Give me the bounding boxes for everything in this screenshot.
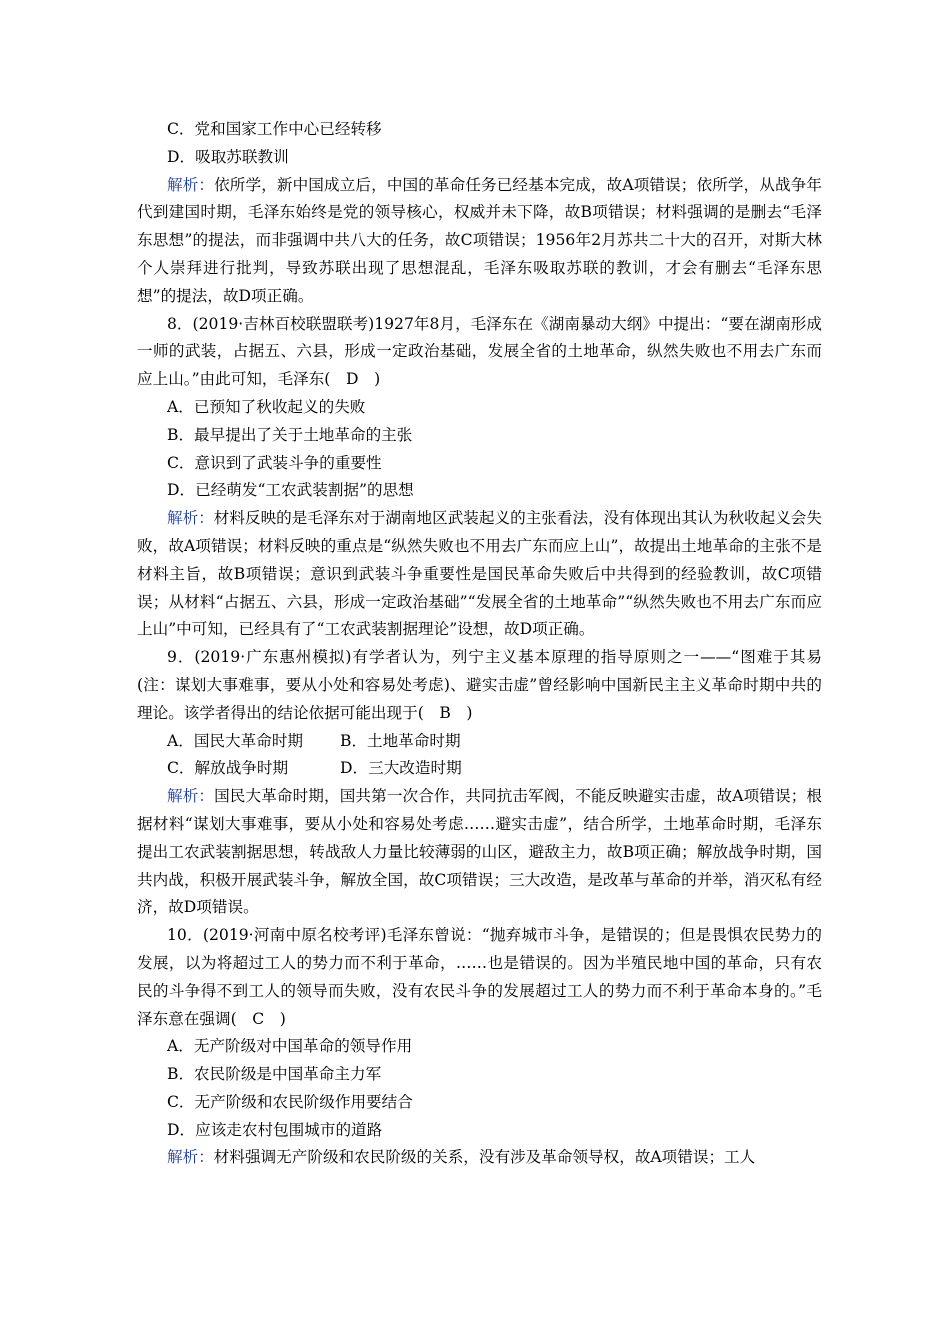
q7-option-c: C．党和国家工作中心已经转移	[167, 120, 382, 138]
analysis-label: 解析：	[167, 175, 215, 194]
q8-option-d: D．已经萌发“工农武装割据”的思想	[167, 481, 414, 500]
q8-option-a: A．已预知了秋收起义的失败	[167, 397, 366, 416]
analysis-text: 依所学，新中国成立后，中国的革命任务已经基本完成，故A项错误；依所学，从战争年代到建国时期，毛泽东始终是党的领导核心，权威并未下降，故B项错误；材料强调的是删去“毛泽东思想”的提法，而非强调中共八大的任务，故C项错误；1956年2月苏共二十大的召开，对斯大林个人崇拜进行批判，导致苏联出现了思想混乱，毛泽东吸取苏联的教训，才会有删去“毛泽东思想”的提法，故D项正确。	[137, 175, 822, 305]
q9-options-row-1	[137, 728, 822, 756]
q8-option-c: C．意识到了武装斗争的重要性	[167, 453, 382, 472]
q8-stem: 8．(2019·吉林百校联盟联考)1927年8月，毛泽东在《湖南暴动大纲》中提出：“要在湖南形成一师的武装，占据五、六县，形成一定政治基础，发展全省的土地革命，纵然失败也不用去广东而应上山。”由此可知，毛泽东( D )	[137, 314, 822, 389]
q9-option-a: A．国民大革命时期	[167, 731, 304, 750]
q8-analysis	[137, 505, 822, 644]
q9-analysis	[137, 783, 822, 922]
q9-option-c: C．解放战争时期	[167, 759, 289, 778]
analysis-text: 材料反映的是毛泽东对于湖南地区武装起义的主张看法，没有体现出其认为秋收起义会失败，故A项错误；材料反映的重点是“纵然失败也不用去广东而应上山”，故提出土地革命的主张不是材料主旨，故B项错误；意识到武装斗争重要性是国民革命失败后中共得到的经验教训，故C项错误；从材料“占据五、六县，形成一定政治基础”“发展全省的土地革命”“纵然失败也不用去广东而应上山”中可知，已经具有了“工农武装割据理论”设想，故D项正确。	[137, 509, 822, 639]
analysis-text: 材料强调无产阶级和农民阶级的关系，没有涉及革命领导权，故A项错误；工人	[213, 1148, 756, 1167]
q10-stem: 10．(2019·河南中原名校考评)毛泽东曾说：“抛弃城市斗争，是错误的；但是畏惧农民势力的发展，以为将超过工人的势力而不利于革命，……也是错误的。因为半殖民地中国的革命，只有农民的斗争得不到工人的领导而失败，没有农民斗争的发展超过工人的势力而不利于革命本身的。”毛泽东意在强调( C )	[137, 926, 822, 1028]
q9-options-row-2	[137, 755, 822, 783]
q9-stem: 9．(2019·广东惠州模拟)有学者认为，列宁主义基本原理的指导原则之一——“图难于其易(注：谋划大事难事，要从小处和容易处考虑)、避实击虚”曾经影响中国新民主主义革命时期中共的理论。该学者得出的结论依据可能出现于( B )	[137, 648, 822, 722]
document-page	[137, 116, 822, 1172]
analysis-label: 解析：	[167, 509, 214, 528]
q10-option-d: D．应该走农村包围城市的道路	[167, 1120, 383, 1139]
q10-option-a: A．无产阶级对中国革命的领导作用	[167, 1037, 413, 1056]
analysis-label: 解析：	[167, 787, 215, 806]
analysis-label: 解析：	[167, 1148, 214, 1167]
q10-option-c: C．无产阶级和农民阶级作用要结合	[167, 1092, 413, 1111]
q10-analysis	[137, 1144, 822, 1172]
q7-option-d: D．吸取苏联教训	[167, 147, 289, 166]
q7-analysis	[137, 172, 822, 311]
analysis-text: 国民大革命时期，国共第一次合作，共同抗击军阀，不能反映避实击虚，故A项错误；根据材料“谋划大事难事，要从小处和容易处考虑……避实击虚”，结合所学，土地革命时期，毛泽东提出工农武装割据思想，转战敌人力量比较薄弱的山区，避敌主力，故B项正确；解放战争时期，国共内战，积极开展武装斗争，解放全国，故C项错误；三大改造，是改革与革命的并举，消灭私有经济，故D项错误。	[137, 787, 822, 917]
q9-option-d: D．三大改造时期	[340, 759, 462, 778]
q10-option-b: B．农民阶级是中国革命主力军	[167, 1065, 382, 1084]
q8-option-b: B．最早提出了关于土地革命的主张	[167, 425, 413, 444]
q9-option-b: B．土地革命时期	[340, 731, 461, 750]
